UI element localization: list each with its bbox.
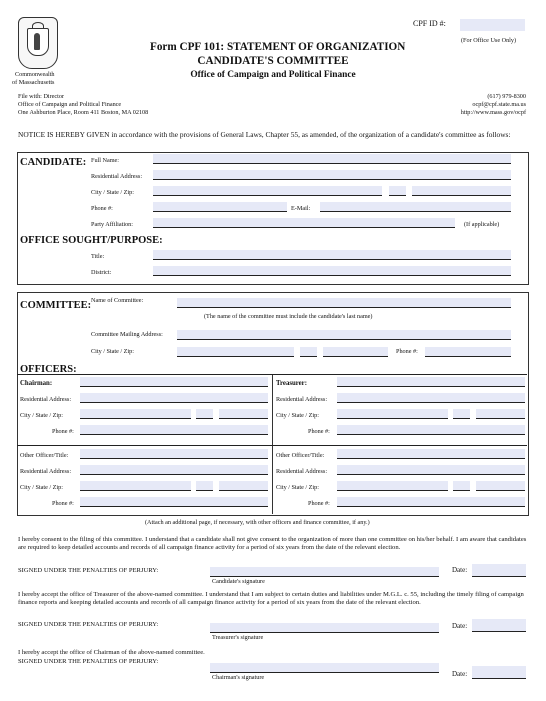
chairman-phone-label: Phone #: (52, 428, 74, 435)
chairman-signed-label: SIGNED UNDER THE PENALTIES OF PERJURY: (18, 658, 159, 665)
chairman-zip-field[interactable] (219, 409, 268, 418)
party-label: Party Affiliation: (91, 221, 133, 228)
treasurer-zip-field[interactable] (476, 409, 525, 418)
treasurer-signed-label: SIGNED UNDER THE PENALTIES OF PERJURY: (18, 621, 159, 628)
form-title: Form CPF 101: STATEMENT OF ORGANIZATION (150, 41, 406, 53)
other-right-city-label: City / State / Zip: (276, 484, 319, 491)
committee-name-field[interactable] (177, 298, 511, 307)
district-field[interactable] (153, 266, 511, 275)
treasurer-phone-field[interactable] (337, 425, 525, 434)
treasurer-date-label: Date: (452, 622, 468, 630)
officers-heading: OFFICERS: (20, 364, 77, 375)
other-officer-right-label: Other Officer/Title: (276, 452, 325, 459)
phone-field[interactable] (153, 202, 287, 211)
mailing-address-field[interactable] (177, 330, 511, 339)
state-field[interactable] (389, 186, 406, 195)
office-phone: (617) 979-8300 (487, 93, 526, 100)
chairman-phone-field[interactable] (80, 425, 268, 434)
other-right-city-field[interactable] (337, 481, 448, 490)
zip-field[interactable] (412, 186, 511, 195)
committee-city-label: City / State / Zip: (91, 348, 134, 355)
chairman-label: Chairman: (20, 380, 53, 387)
committee-name-note: (The name of the committee must include the candidate's last name) (204, 313, 373, 320)
candidate-date-label: Date: (452, 566, 468, 574)
residential-address-field[interactable] (153, 170, 511, 179)
seal-figure-icon (34, 33, 40, 50)
chairman-date-label: Date: (452, 670, 468, 678)
cpf-id-field[interactable] (460, 19, 525, 31)
commonwealth-line1: Commonwealth (15, 71, 55, 78)
other-left-address-label: Residential Address: (20, 468, 72, 475)
other-right-state-field[interactable] (453, 481, 470, 490)
treasurer-city-label: City / State / Zip: (276, 412, 319, 419)
other-right-phone-label: Phone #: (308, 500, 330, 507)
other-left-phone-field[interactable] (80, 497, 268, 506)
other-right-address-field[interactable] (337, 465, 525, 474)
office-sought-heading: OFFICE SOUGHT/PURPOSE: (20, 235, 163, 246)
office-title-field[interactable] (153, 250, 511, 259)
treasurer-phone-label: Phone #: (308, 428, 330, 435)
chairman-city-field[interactable] (80, 409, 191, 418)
file-address: One Ashburton Place, Room 411 Boston, MA 02108 (18, 109, 149, 116)
other-left-zip-field[interactable] (219, 481, 268, 490)
form-subtitle: CANDIDATE'S COMMITTEE (197, 55, 349, 67)
district-label: District: (91, 269, 112, 276)
treasurer-city-field[interactable] (337, 409, 448, 418)
file-office: Office of Campaign and Political Finance (18, 101, 122, 108)
cpf-id-label: CPF ID #: (413, 19, 446, 28)
treasurer-address-label: Residential Address: (276, 396, 328, 403)
other-left-phone-label: Phone #: (52, 500, 74, 507)
candidate-signed-label: SIGNED UNDER THE PENALTIES OF PERJURY: (18, 567, 159, 574)
treasurer-name-field[interactable] (337, 377, 525, 386)
email-field[interactable] (320, 202, 511, 211)
chairman-signature-label: Chairman's signature (212, 674, 265, 681)
committee-zip-field[interactable] (323, 347, 388, 356)
other-right-phone-field[interactable] (337, 497, 525, 506)
other-left-state-field[interactable] (196, 481, 213, 490)
treasurer-label: Treasurer: (276, 380, 307, 387)
committee-city-field[interactable] (177, 347, 294, 356)
committee-phone-label: Phone #: (396, 348, 418, 355)
phone-label: Phone #: (91, 205, 113, 212)
treasurer-state-field[interactable] (453, 409, 470, 418)
other-right-zip-field[interactable] (476, 481, 525, 490)
other-left-address-field[interactable] (80, 465, 268, 474)
chairman-city-label: City / State / Zip: (20, 412, 63, 419)
treasurer-consent-text: I hereby accept the office of Treasurer of the above-named committee. I understand that I am subject to certain duties and liabilities under M.G.L. c. 55, including the timely filing of campaign finance reports and keeping detailed accounts and records of all campaign finance activity for a period of six years from the date of the relevant election. (18, 591, 524, 607)
office-name: Office of Campaign and Political Finance (190, 70, 356, 80)
other-officer-left-label: Other Officer/Title: (20, 452, 69, 459)
candidate-signature-label: Candidate's signature (212, 578, 265, 585)
office-email: ocpf@cpf.state.ma.us (472, 101, 526, 108)
other-left-city-field[interactable] (80, 481, 191, 490)
if-applicable-note: (If applicable) (464, 221, 500, 228)
chairman-state-field[interactable] (196, 409, 213, 418)
other-officer-left-field[interactable] (80, 449, 268, 458)
office-title-label: Title: (91, 253, 105, 260)
office-use-note: (For Office Use Only) (461, 37, 517, 44)
party-field[interactable] (153, 218, 455, 227)
other-right-address-label: Residential Address: (276, 468, 328, 475)
chairman-consent-text: I hereby accept the office of Chairman of the above-named committee. (18, 649, 205, 656)
notice-text: NOTICE IS HEREBY GIVEN in accordance with the provisions of General Laws, Chapter 55, as amended, of the organization of a candidate's committee as follows: (18, 130, 511, 139)
candidate-consent-text: I hereby consent to the filing of this committee. I understand that a candidate shall not give consent to the organization of more than one committee on his/her behalf. I am aware that candidates are required to keep detailed accounts and records of all campaign finance activity for a period of six years from the date of the relevant election. (18, 536, 527, 552)
file-with: File with: Director (18, 93, 65, 100)
office-website: http://www.mass.gov/ocpf (460, 109, 526, 116)
committee-phone-field[interactable] (425, 347, 511, 356)
residential-address-label: Residential Address: (91, 173, 143, 180)
city-state-zip-label: City / State / Zip: (91, 189, 134, 196)
city-field[interactable] (153, 186, 382, 195)
committee-heading: COMMITTEE: (20, 300, 92, 311)
committee-state-field[interactable] (300, 347, 317, 356)
full-name-label: Full Name: (91, 157, 120, 164)
treasurer-address-field[interactable] (337, 393, 525, 402)
chairman-address-field[interactable] (80, 393, 268, 402)
treasurer-signature-label: Treasurer's signature (212, 634, 264, 641)
other-officer-right-field[interactable] (337, 449, 525, 458)
attach-note: (Attach an additional page, if necessary, with other officers and finance committee, if any.) (145, 519, 370, 526)
chairman-name-field[interactable] (80, 377, 268, 386)
other-left-city-label: City / State / Zip: (20, 484, 63, 491)
chairman-address-label: Residential Address: (20, 396, 72, 403)
candidate-heading: CANDIDATE: (20, 157, 87, 168)
mailing-address-label: Committee Mailing Address: (91, 331, 163, 338)
email-label: E-Mail: (291, 205, 311, 212)
full-name-field[interactable] (153, 154, 511, 163)
committee-name-label: Name of Committee: (91, 297, 144, 304)
commonwealth-line2: of Massachusetts (12, 79, 55, 86)
